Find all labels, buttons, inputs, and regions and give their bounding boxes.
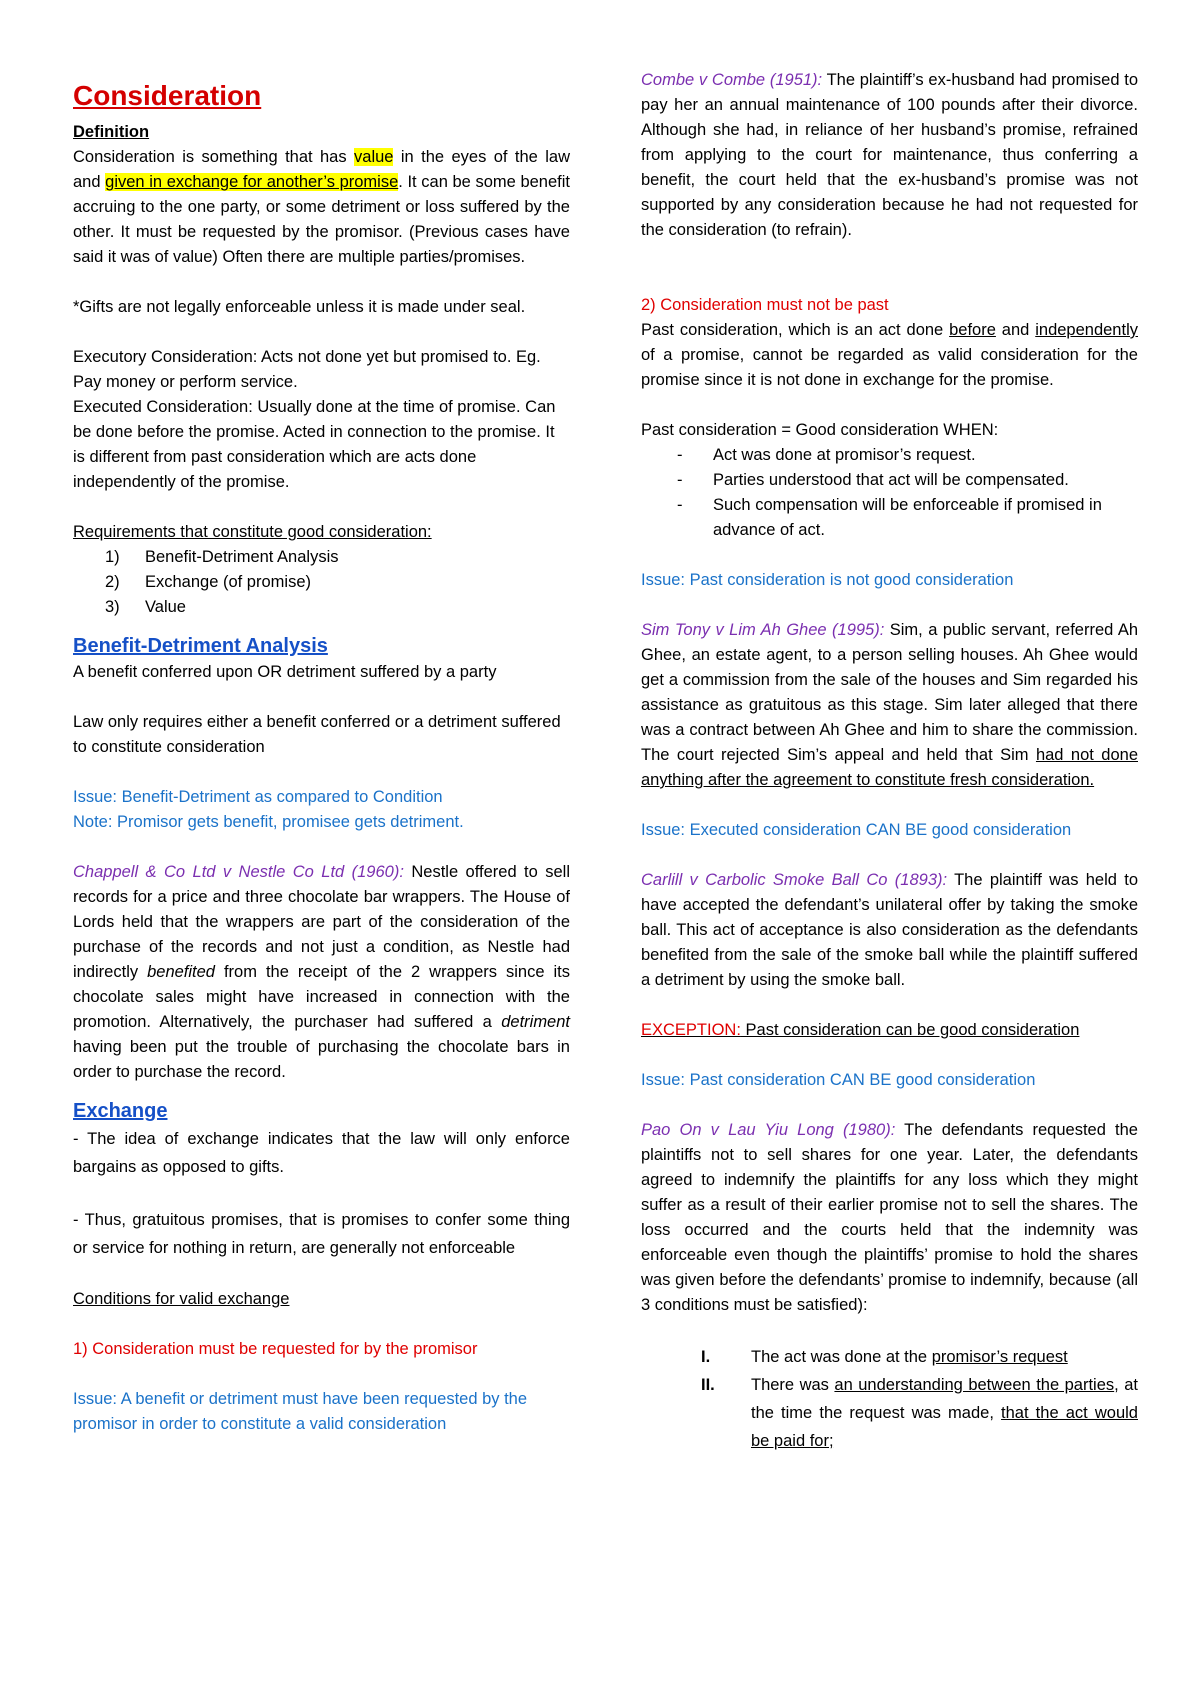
pao-conditions-list: [641, 1343, 1138, 1455]
bda-issue: Issue: Benefit-Detriment as compared to Condition: [73, 788, 443, 806]
requirements-heading: Requirements that constitute good consideration:: [73, 523, 432, 541]
sim-case: Sim Tony v Lim Ah Ghee (1995): Sim, a public servant, referred Ah Ghee, an estate agent, to a person selling houses. Ah Ghee would get a commission from the sale of the houses and Sim regarded his assistance as gratuitous as this stage. Sim later alleged that there was a contract between Ah Ghee and him to share the commission. The court rejected Sim’s appeal and held that Sim had not done anything after the agreement to constitute fresh consideration.: [641, 621, 1139, 789]
executory-consideration: Executory Consideration: Acts not done yet but promised to. Eg. Pay money or perform service.: [73, 348, 541, 391]
case-name: Pao On v Lau Yiu Long (1980):: [641, 1121, 896, 1139]
past-consideration-paragraph: Past consideration, which is an act done before and independently of a promise, cannot be regarded as valid consideration for the promise since it is not done in exchange for the promise.: [641, 321, 1138, 389]
gifts-note: *Gifts are not legally enforceable unless it is made under seal.: [73, 298, 526, 316]
list-item: - Parties understood that act will be compensated.: [677, 471, 1069, 489]
list-item: 3) Value: [105, 598, 186, 616]
exception-label: EXCEPTION:: [641, 1021, 741, 1039]
condition-2: 2) Consideration must not be past: [641, 296, 889, 314]
issue-past-not-good: Issue: Past consideration is not good consideration: [641, 571, 1014, 589]
case-name: Combe v Combe (1951):: [641, 71, 823, 89]
value-highlight: value: [354, 148, 394, 166]
chappell-case: Chappell & Co Ltd v Nestle Co Ltd (1960): Nestle offered to sell records for a price and three chocolate bar wrappers. The House of Lords held that the wrappers are part of the consideration of the purchase of the records and not just a condition, as Nestle had indirectly benefited from the receipt of the 2 wrappers since its chocolate sales might have increased in connection with the promotion. Alternatively, the purchaser had suffered a detriment having been put the trouble of purchasing the chocolate bars in order to purchase the record.: [73, 863, 570, 1081]
exchange-paragraph-2: - Thus, gratuitous promises, that is promises to confer some thing or service for nothing in return, are generally not enforceable: [73, 1211, 570, 1257]
good-consideration-when: Past consideration = Good consideration WHEN:: [641, 421, 999, 439]
bda-paragraph-1: A benefit conferred upon OR detriment suffered by a party: [73, 663, 497, 681]
bda-paragraph-2: Law only requires either a benefit conferred or a detriment suffered to constitute consideration: [73, 713, 561, 756]
page-title: Consideration: [73, 80, 262, 111]
executed-consideration: Executed Consideration: Usually done at the time of promise. Can be done before the promise. Acted in connection to the promise. It is different from past consideration which are acts done independently of the promise.: [73, 398, 556, 491]
good-consideration-list: [641, 443, 1138, 543]
case-name: Sim Tony v Lim Ah Ghee (1995):: [641, 621, 885, 639]
list-item: - Act was done at promisor’s request.: [677, 446, 976, 464]
exchange-highlight: given in exchange for another’s promise: [105, 173, 399, 191]
list-item: 2) Exchange (of promise): [105, 573, 311, 591]
list-item: 1) Benefit-Detriment Analysis: [105, 548, 339, 566]
exchange-heading: Exchange: [73, 1100, 168, 1122]
definition-heading: Definition: [73, 123, 150, 141]
requirements-list: [73, 545, 570, 620]
pao-case: Pao On v Lau Yiu Long (1980): The defendants requested the plaintiffs not to sell shares for one year. Later, the defendants agreed to indemnify the plaintiffs for any loss which they might suffer as a result of their earlier promise not to sell the shares. The loss occurred and the courts held that the indemnity was enforceable even though the plaintiffs’ promise to hold the shares was given before the defendants’ promise to indemnify, because (all 3 conditions must be satisfied):: [641, 1121, 1138, 1314]
exchange-paragraph-1: - The idea of exchange indicates that the law will only enforce bargains as opposed to gifts.: [73, 1130, 570, 1176]
bda-heading: Benefit-Detriment Analysis: [73, 635, 328, 657]
combe-case: Combe v Combe (1951): The plaintiff’s ex-husband had promised to pay her an annual maintenance of 100 pounds after their divorce. Although she had, in reliance of her husband’s promise, refrained from applying to the court for maintenance, thus conferring a benefit, the court held that the ex-husband’s promise was not supported by any consideration because he had not requested for the consideration (to refrain).: [641, 71, 1138, 239]
condition-1-issue: Issue: A benefit or detriment must have been requested by the promisor in order to constitute a valid consideration: [73, 1390, 528, 1433]
case-name: Chappell & Co Ltd v Nestle Co Ltd (1960):: [73, 863, 404, 881]
exception-line: EXCEPTION: Past consideration can be good consideration: [641, 1021, 1080, 1039]
issue-executed: Issue: Executed consideration CAN BE good consideration: [641, 821, 1072, 839]
condition-1: 1) Consideration must be requested for by the promisor: [73, 1340, 478, 1358]
bda-note: Note: Promisor gets benefit, promisee gets detriment.: [73, 813, 464, 831]
carlill-case: Carlill v Carbolic Smoke Ball Co (1893): The plaintiff was held to have accepted the defendant’s unilateral offer by taking the smoke ball. This act of acceptance is also consideration as the defendants benefited from the sale of the smoke ball while the plaintiff suffered a detriment by using the smoke ball.: [641, 871, 1138, 989]
conditions-heading: Conditions for valid exchange: [73, 1290, 290, 1308]
list-item: - Such compensation will be enforceable if promised in advance of act.: [677, 496, 1102, 539]
left-column: [73, 68, 570, 1437]
issue-can-be: Issue: Past consideration CAN BE good consideration: [641, 1071, 1036, 1089]
right-column: [641, 68, 1138, 1455]
case-name: Carlill v Carbolic Smoke Ball Co (1893):: [641, 871, 948, 889]
definition-paragraph: Consideration is something that has value in the eyes of the law and given in exchange for another’s promise. It can be some benefit accruing to the one party, or some detriment or loss suffered by the other. It must be requested by the promisor. (Previous cases have said it was of value) Often there are multiple parties/promises.: [73, 148, 570, 266]
list-item: I. The act was done at the promisor’s request: [701, 1348, 1068, 1366]
list-item: II. There was an understanding between the parties, at the time the request was made, that the act would be paid for;: [701, 1376, 1138, 1450]
